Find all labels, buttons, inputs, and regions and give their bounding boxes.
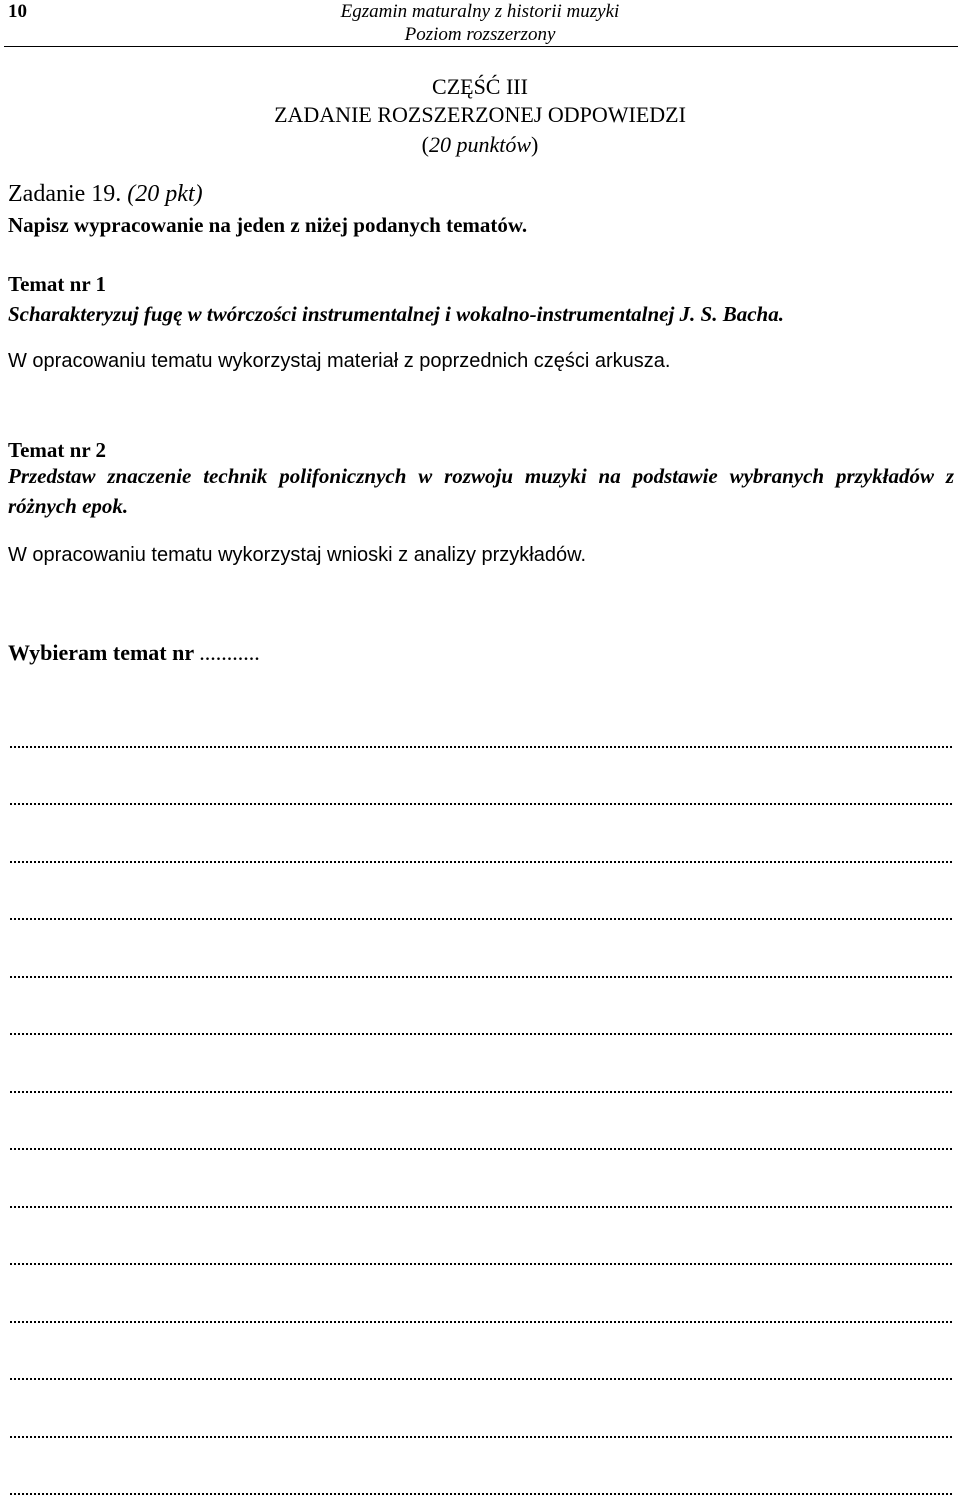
answer-line[interactable] <box>10 976 952 978</box>
part-label: CZĘŚĆ III <box>432 74 528 99</box>
answer-line[interactable] <box>10 1148 952 1150</box>
page-number: 10 <box>8 1 27 22</box>
answer-line[interactable] <box>10 746 952 748</box>
header-title: Egzamin maturalny z historii muzyki <box>340 1 620 22</box>
answer-line[interactable] <box>10 1321 952 1323</box>
topic-1-label: Temat nr 1 <box>8 272 107 296</box>
answer-line[interactable] <box>10 803 952 805</box>
topic-choice-blank[interactable]: ........... <box>199 640 260 665</box>
task-points: (20 pkt) <box>127 181 203 207</box>
part-points-close: ) <box>531 132 539 157</box>
part-points-open: ( <box>421 132 429 157</box>
answer-line[interactable] <box>10 1091 952 1093</box>
part-title: ZADANIE ROZSZERZONEJ ODPOWIEDZI <box>274 102 686 127</box>
answer-line[interactable] <box>10 1263 952 1265</box>
header-subtitle: Poziom rozszerzony <box>404 24 556 45</box>
topic-2-text: Przedstaw znaczenie technik polifonicznych w rozwoju muzyki na podstawie wybranych przykładów z różnych epok. <box>8 464 954 518</box>
topic-choice-label: Wybieram temat nr <box>8 640 194 665</box>
task-number: Zadanie 19. <box>8 181 122 207</box>
answer-line[interactable] <box>10 1493 952 1495</box>
task-instruction: Napisz wypracowanie na jeden z niżej podanych tematów. <box>8 213 528 237</box>
answer-line[interactable] <box>10 1206 952 1208</box>
topic-2-note: W opracowaniu tematu wykorzystaj wnioski z analizy przykładów. <box>8 544 586 566</box>
answer-line[interactable] <box>10 1436 952 1438</box>
answer-line[interactable] <box>10 1378 952 1380</box>
part-points-text: 20 punktów <box>428 132 532 157</box>
answer-line[interactable] <box>10 918 952 920</box>
answer-line[interactable] <box>10 1033 952 1035</box>
answer-line[interactable] <box>10 861 952 863</box>
topic-1-text: Scharakteryzuj fugę w twórczości instrumentalnej i wokalno-instrumentalnej J. S. Bacha. <box>8 302 784 326</box>
topic-1-note: W opracowaniu tematu wykorzystaj materiał z poprzednich części arkusza. <box>8 350 671 372</box>
topic-2-label: Temat nr 2 <box>8 438 107 462</box>
